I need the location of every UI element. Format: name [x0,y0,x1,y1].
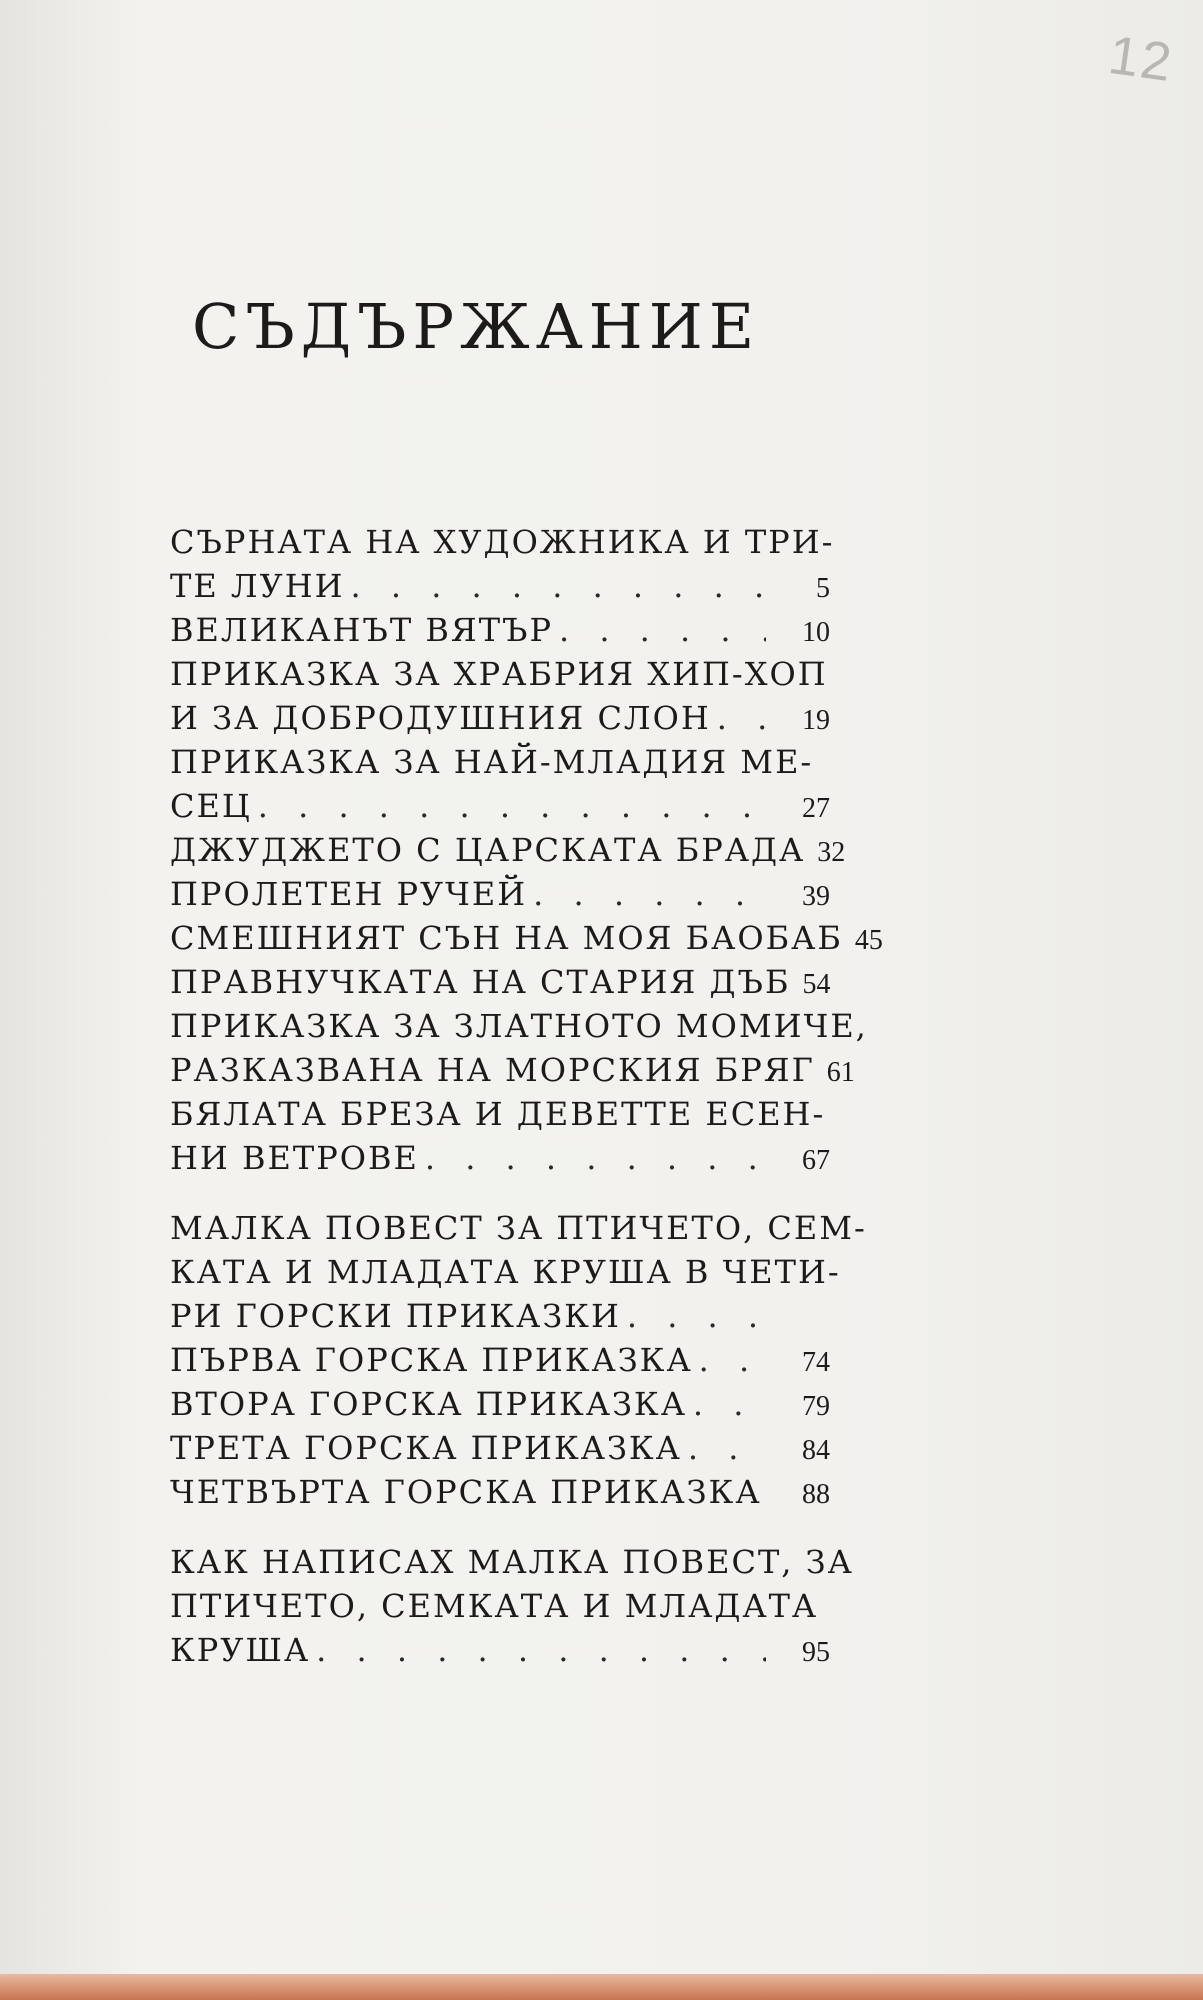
toc-entry-title: ПЪРВА ГОРСКА ПРИКАЗКА [170,1341,693,1379]
toc-entry-title: ПРАВНУЧКАТА НА СТАРИЯ ДЪБ [170,963,791,1001]
toc-group [170,1540,854,1672]
dot-leader [258,784,766,828]
toc-entry [170,1540,854,1672]
dot-leader [699,1338,766,1382]
toc-entry-line [170,960,830,1004]
toc-entry-title: ТЕ ЛУНИ [170,567,345,605]
toc-entry-title: ТРЕТА ГОРСКА ПРИКАЗКА [170,1429,682,1467]
toc-entry-line [170,1250,841,1294]
table-of-contents [170,520,883,1698]
dot-leader [533,872,766,916]
toc-entry-title: И ЗА ДОБРОДУШНИЯ СЛОН [170,699,711,737]
toc-page-number: 67 [802,1145,830,1176]
toc-entry-title: ПРИКАЗКА ЗА ХРАБРИЯ ХИП-ХОП [170,655,828,693]
dot-leader [693,1382,766,1426]
toc-page-number: 10 [802,617,830,648]
toc-entry-title: КАК НАПИСАХ МАЛКА ПОВЕСТ, ЗА [170,1543,854,1581]
toc-entry-title: ПТИЧЕТО, СЕМКАТА И МЛАДАТА [170,1587,819,1625]
toc-entry-title: ПРИКАЗКА ЗА НАЙ-МЛАДИЯ МЕ- [170,743,814,781]
toc-entry-line [170,740,830,784]
dot-leader [351,564,766,608]
toc-entry [170,1004,868,1092]
toc-page-number: 74 [802,1347,830,1378]
toc-entry-line [170,1628,830,1672]
toc-entry [170,608,830,652]
toc-entry-title: ВЕЛИКАНЪТ ВЯТЪР [170,611,553,649]
toc-entry-title: РАЗКАЗВАНА НА МОРСКИЯ БРЯГ [170,1051,815,1089]
toc-page-number: 88 [802,1479,830,1510]
toc-page-number: 5 [816,573,830,604]
toc-page-number: 39 [802,881,830,912]
toc-entry-title: КАТА И МЛАДАТА КРУША В ЧЕТИ- [170,1253,841,1291]
toc-entry [170,1426,830,1470]
toc-entry-line [170,1092,830,1136]
toc-page-number: 19 [802,705,830,736]
toc-entry-title: РИ ГОРСКИ ПРИКАЗКИ [170,1297,621,1335]
toc-entry-line [170,1136,830,1180]
page-corner-mark: 12 [1105,24,1177,94]
toc-entry-line [170,1294,830,1338]
toc-entry [170,1338,830,1382]
toc-page-number: 61 [826,1057,855,1088]
toc-page-number: 95 [802,1637,830,1668]
toc-entry-line [170,784,830,828]
toc-entry-line [170,564,830,608]
toc-page-number: 54 [802,969,831,1000]
toc-entry [170,916,883,960]
toc-entry [170,1382,830,1426]
toc-page-number: 45 [854,925,883,956]
toc-entry-line [170,520,835,564]
toc-entry-title: ДЖУДЖЕТО С ЦАРСКАТА БРАДА [170,831,806,869]
toc-entry-line [170,828,846,872]
toc-page-number: 27 [802,793,830,824]
toc-entry-line [170,652,830,696]
toc-entry [170,652,830,740]
toc-entry-line [170,1382,830,1426]
toc-entry-title: МАЛКА ПОВЕСТ ЗА ПТИЧЕТО, СЕМ- [170,1209,867,1247]
toc-page-number: 84 [802,1435,830,1466]
toc-entry-line [170,1338,830,1382]
toc-entry-title: СЕЦ [170,787,252,825]
toc-entry [170,960,830,1004]
toc-entry-title: ВТОРА ГОРСКА ПРИКАЗКА [170,1385,687,1423]
dot-leader [688,1426,766,1470]
toc-entry-title: БЯЛАТА БРЕЗА И ДЕВЕТТЕ ЕСЕН- [170,1095,826,1133]
dot-leader [717,696,766,740]
toc-entry-line [170,872,830,916]
toc-page-number: 32 [817,837,846,868]
toc-entry-line [170,1470,830,1514]
toc-entry-title: КРУША [170,1631,311,1669]
toc-entry [170,1092,830,1180]
toc-group [170,1206,867,1514]
toc-entry-line [170,916,883,960]
toc-entry-line [170,1426,830,1470]
toc-entry-title: ПРОЛЕТЕН РУЧЕЙ [170,875,528,913]
dot-leader [627,1294,766,1338]
toc-entry-line [170,608,830,652]
dot-leader [316,1628,766,1672]
toc-entry [170,828,846,872]
toc-entry-line [170,1004,868,1048]
toc-entry-line [170,1048,855,1092]
toc-page-number: 79 [802,1391,830,1422]
toc-entry-title: ЧЕТВЪРТА ГОРСКА ПРИКАЗКА [170,1473,762,1511]
toc-entry [170,1206,867,1338]
toc-group [170,520,883,1180]
dot-leader [425,1136,766,1180]
page-bottom-edge [0,1974,1203,2000]
toc-entry [170,1470,830,1514]
dot-leader [559,608,766,652]
toc-entry-line [170,696,830,740]
toc-entry-title: НИ ВЕТРОВЕ [170,1139,419,1177]
toc-entry [170,520,835,608]
toc-entry-line [170,1206,867,1250]
page-title: СЪДЪРЖАНИЕ [192,290,761,363]
toc-entry-line [170,1584,830,1628]
toc-entry-line [170,1540,854,1584]
toc-entry-title: СМЕШНИЯТ СЪН НА МОЯ БАОБАБ [170,919,843,957]
toc-entry [170,872,830,916]
toc-entry [170,740,830,828]
toc-entry-title: ПРИКАЗКА ЗА ЗЛАТНОТО МОМИЧЕ, [170,1007,868,1045]
toc-entry-title: СЪРНАТА НА ХУДОЖНИКА И ТРИ- [170,523,835,561]
